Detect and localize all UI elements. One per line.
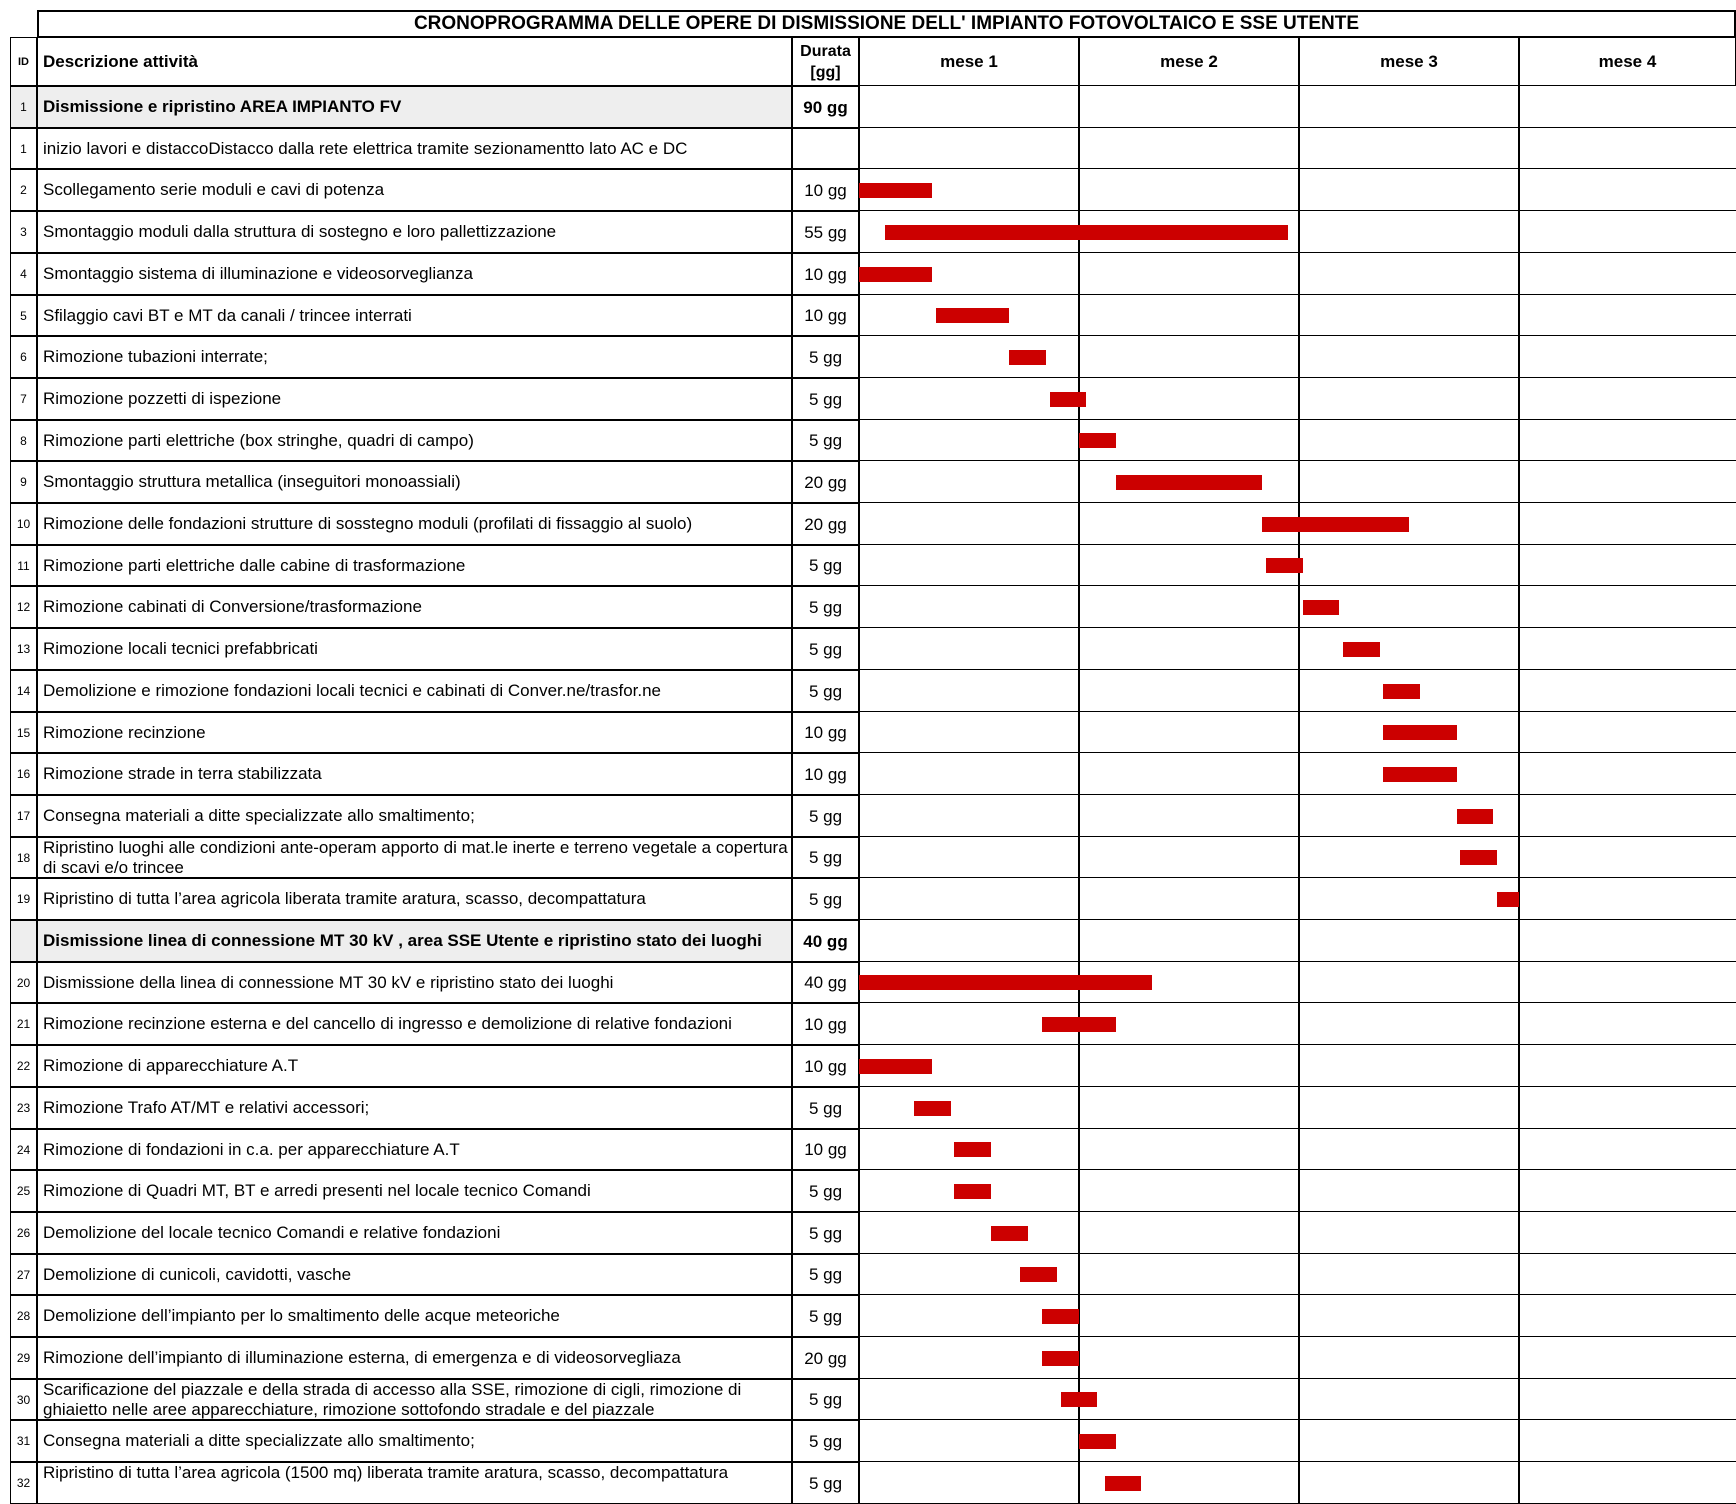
row-divider [859,127,1736,128]
row-divider [859,252,1736,253]
task-id: 27 [10,1254,37,1295]
gantt-bar-task-25 [954,1184,991,1199]
task-description: Rimozione pozzetti di ispezione [37,378,792,420]
task-id: 7 [10,378,37,420]
task-id: 16 [10,753,37,795]
task-id: 13 [10,628,37,670]
task-description: Demolizione del locale tecnico Comandi e relative fondazioni [37,1212,792,1254]
row-divider [859,502,1736,503]
row-divider [859,1336,1736,1337]
task-duration: 5 gg [792,1212,859,1254]
task-duration: 5 gg [792,1254,859,1295]
gantt-bar-task-5 [936,308,1009,323]
task-id: 6 [10,336,37,378]
task-description: Rimozione parti elettriche (box stringhe, quadri di campo) [37,420,792,461]
gantt-bar-task-2 [859,183,932,198]
task-description: Scarificazione del piazzale e della strada di accesso alla SSE, rimozione di cigli, rimozione di ghiaietto nelle aree apparecchiature, rimozione sottofondo stradale e del piazzale [37,1379,792,1420]
task-description: Rimozione di fondazioni in c.a. per apparecchiature A.T [37,1129,792,1170]
task-duration: 5 gg [792,837,859,878]
gantt-bar-task-14 [1383,684,1420,699]
row-divider [859,877,1736,878]
gantt-bar-task-8 [1079,433,1116,448]
section-title: Dismissione e ripristino AREA IMPIANTO FV [37,86,792,128]
row-divider [859,1044,1736,1045]
header-duration: Durata [gg] [792,37,859,86]
gantt-bar-task-13 [1343,642,1380,657]
task-id: 19 [10,878,37,920]
task-duration: 5 gg [792,795,859,837]
row-divider [859,919,1736,920]
task-duration: 5 gg [792,878,859,920]
task-id [10,920,37,962]
gantt-bar-task-19 [1497,892,1519,907]
row-divider [859,961,1736,962]
task-duration: 90 gg [792,86,859,128]
task-description: Ripristino di tutta l’area agricola liberata tramite aratura, scasso, decompattatura [37,878,792,920]
task-id: 10 [10,503,37,545]
gantt-bar-task-22 [859,1059,932,1074]
header-month-3: mese 3 [1299,37,1519,86]
row-divider [859,669,1736,670]
task-description: Rimozione tubazioni interrate; [37,336,792,378]
gantt-bar-task-9 [1116,475,1263,490]
gantt-bar-task-21 [1042,1017,1115,1032]
task-description: Demolizione e rimozione fondazioni locali tecnici e cabinati di Conver.ne/trasfor.ne [37,670,792,712]
row-divider [859,627,1736,628]
task-duration: 10 gg [792,712,859,753]
task-id: 15 [10,712,37,753]
task-duration: 5 gg [792,420,859,461]
task-duration: 10 gg [792,1045,859,1087]
task-duration: 5 gg [792,628,859,670]
task-description: Consegna materiali a ditte specializzate allo smaltimento; [37,1420,792,1462]
task-id: 5 [10,295,37,336]
row-divider [859,585,1736,586]
task-duration: 10 gg [792,1003,859,1045]
row-divider [859,335,1736,336]
task-duration: 5 gg [792,1170,859,1212]
gantt-bar-task-29 [1042,1351,1079,1366]
task-id: 25 [10,1170,37,1212]
task-description: Rimozione strade in terra stabilizzata [37,753,792,795]
task-id: 1 [10,128,37,169]
gantt-bar-task-26 [991,1226,1028,1241]
row-divider [859,1211,1736,1212]
task-description: Rimozione recinzione esterna e del cancello di ingresso e demolizione di relative fondazioni [37,1003,792,1045]
row-divider [859,1169,1736,1170]
task-description: Rimozione recinzione [37,712,792,753]
task-id: 1 [10,86,37,128]
row-divider [859,1086,1736,1087]
gantt-bar-task-28 [1042,1309,1079,1324]
task-id: 30 [10,1379,37,1420]
task-description: Rimozione locali tecnici prefabbricati [37,628,792,670]
task-description: Demolizione di cunicoli, cavidotti, vasche [37,1254,792,1295]
header-month-2: mese 2 [1079,37,1299,86]
task-description: Rimozione di Quadri MT, BT e arredi presenti nel locale tecnico Comandi [37,1170,792,1212]
task-description: Ripristino di tutta l’area agricola (1500 mq) liberata tramite aratura, scasso, decompattatura [37,1462,792,1504]
task-description: Rimozione cabinati di Conversione/trasformazione [37,586,792,628]
task-description: Rimozione parti elettriche dalle cabine di trasformazione [37,545,792,586]
gantt-bar-task-17 [1457,809,1494,824]
task-id: 29 [10,1337,37,1379]
task-duration: 40 gg [792,962,859,1003]
gantt-bar-task-12 [1303,600,1340,615]
task-duration: 10 gg [792,1129,859,1170]
task-description: inizio lavori e distaccoDistacco dalla rete elettrica tramite sezionamentto lato AC e DC [37,128,792,169]
task-id: 20 [10,962,37,1003]
section-title: Dismissione linea di connessione MT 30 kV , area SSE Utente e ripristino stato dei luoghi [37,920,792,962]
gantt-bar-task-16 [1383,767,1456,782]
gantt-bar-task-18 [1460,850,1497,865]
row-divider [859,544,1736,545]
task-id: 18 [10,837,37,878]
row-divider [859,419,1736,420]
task-id: 2 [10,169,37,211]
gantt-bar-task-24 [954,1142,991,1157]
row-divider [859,711,1736,712]
task-duration [792,128,859,169]
task-id: 24 [10,1129,37,1170]
task-description: Ripristino luoghi alle condizioni ante-operam apporto di mat.le inerte e terreno vegetale a copertura di scavi e/o trincee [37,837,792,878]
task-duration: 40 gg [792,920,859,962]
task-description: Scollegamento serie moduli e cavi di potenza [37,169,792,211]
gantt-bar-task-3 [885,225,1288,240]
task-description: Sfilaggio cavi BT e MT da canali / trincee interrati [37,295,792,336]
task-id: 28 [10,1295,37,1337]
row-divider [859,752,1736,753]
task-duration: 5 gg [792,1087,859,1129]
row-divider [859,1378,1736,1379]
task-id: 12 [10,586,37,628]
gantt-bar-task-4 [859,267,932,282]
gantt-bar-task-15 [1383,725,1456,740]
task-duration: 20 gg [792,503,859,545]
task-duration: 20 gg [792,461,859,503]
task-id: 14 [10,670,37,712]
task-description: Rimozione delle fondazioni strutture di sosstegno moduli (profilati di fissaggio al suolo) [37,503,792,545]
header-description: Descrizione attività [37,37,792,86]
task-duration: 10 gg [792,253,859,295]
gantt-bar-task-10 [1262,517,1409,532]
row-divider [859,1461,1736,1462]
month-divider [1078,86,1080,1504]
month-divider [1518,86,1520,1504]
task-duration: 10 gg [792,753,859,795]
task-duration: 5 gg [792,378,859,420]
task-duration: 5 gg [792,545,859,586]
header-month-1: mese 1 [859,37,1079,86]
row-divider [859,1128,1736,1129]
task-id: 31 [10,1420,37,1462]
task-duration: 55 gg [792,211,859,253]
task-id: 32 [10,1462,37,1504]
row-divider [859,377,1736,378]
gantt-chart-area [859,86,1736,1504]
sheet-title: CRONOPROGRAMMA DELLE OPERE DI DISMISSIONE DELL' IMPIANTO FOTOVOLTAICO E SSE UTENTE [37,10,1736,37]
gantt-bar-task-32 [1105,1476,1142,1491]
task-description: Rimozione dell’impianto di illuminazione esterna, di emergenza e di videosorvegliaza [37,1337,792,1379]
task-description: Demolizione dell’impianto per lo smaltimento delle acque meteoriche [37,1295,792,1337]
row-divider [859,1294,1736,1295]
task-description: Dismissione della linea di connessione MT 30 kV e ripristino stato dei luoghi [37,962,792,1003]
gantt-bar-task-6 [1009,350,1046,365]
task-id: 11 [10,545,37,586]
task-id: 9 [10,461,37,503]
task-duration: 10 gg [792,169,859,211]
task-description: Smontaggio struttura metallica (inseguitori monoassiali) [37,461,792,503]
task-id: 4 [10,253,37,295]
task-id: 8 [10,420,37,461]
row-divider [859,460,1736,461]
row-divider [859,168,1736,169]
row-divider [859,210,1736,211]
gantt-bar-task-30 [1061,1392,1098,1407]
row-divider [859,294,1736,295]
task-id: 23 [10,1087,37,1129]
task-duration: 5 gg [792,670,859,712]
task-duration: 5 gg [792,586,859,628]
header-id: ID [10,37,37,86]
gantt-bar-task-20 [859,975,1152,990]
row-divider [859,1419,1736,1420]
task-id: 17 [10,795,37,837]
task-id: 21 [10,1003,37,1045]
gantt-bar-task-27 [1020,1267,1057,1282]
task-description: Smontaggio sistema di illuminazione e videosorveglianza [37,253,792,295]
row-divider [859,1002,1736,1003]
task-duration: 5 gg [792,1420,859,1462]
month-divider [1298,86,1300,1504]
task-duration: 5 gg [792,1379,859,1420]
task-id: 26 [10,1212,37,1254]
task-description: Consegna materiali a ditte specializzate allo smaltimento; [37,795,792,837]
gantt-bar-task-31 [1079,1434,1116,1449]
row-divider [859,794,1736,795]
row-divider [859,836,1736,837]
gantt-bar-task-7 [1050,392,1087,407]
task-duration: 5 gg [792,336,859,378]
task-description: Rimozione Trafo AT/MT e relativi accessori; [37,1087,792,1129]
gantt-bar-task-23 [914,1101,951,1116]
task-description: Smontaggio moduli dalla struttura di sostegno e loro pallettizzazione [37,211,792,253]
month-divider [858,86,860,1504]
task-duration: 5 gg [792,1462,859,1504]
task-description: Rimozione di apparecchiature A.T [37,1045,792,1087]
task-id: 3 [10,211,37,253]
row-divider [859,1253,1736,1254]
task-duration: 20 gg [792,1337,859,1379]
gantt-bar-task-11 [1266,558,1303,573]
task-duration: 10 gg [792,295,859,336]
task-id: 22 [10,1045,37,1087]
task-duration: 5 gg [792,1295,859,1337]
header-month-4: mese 4 [1519,37,1736,86]
